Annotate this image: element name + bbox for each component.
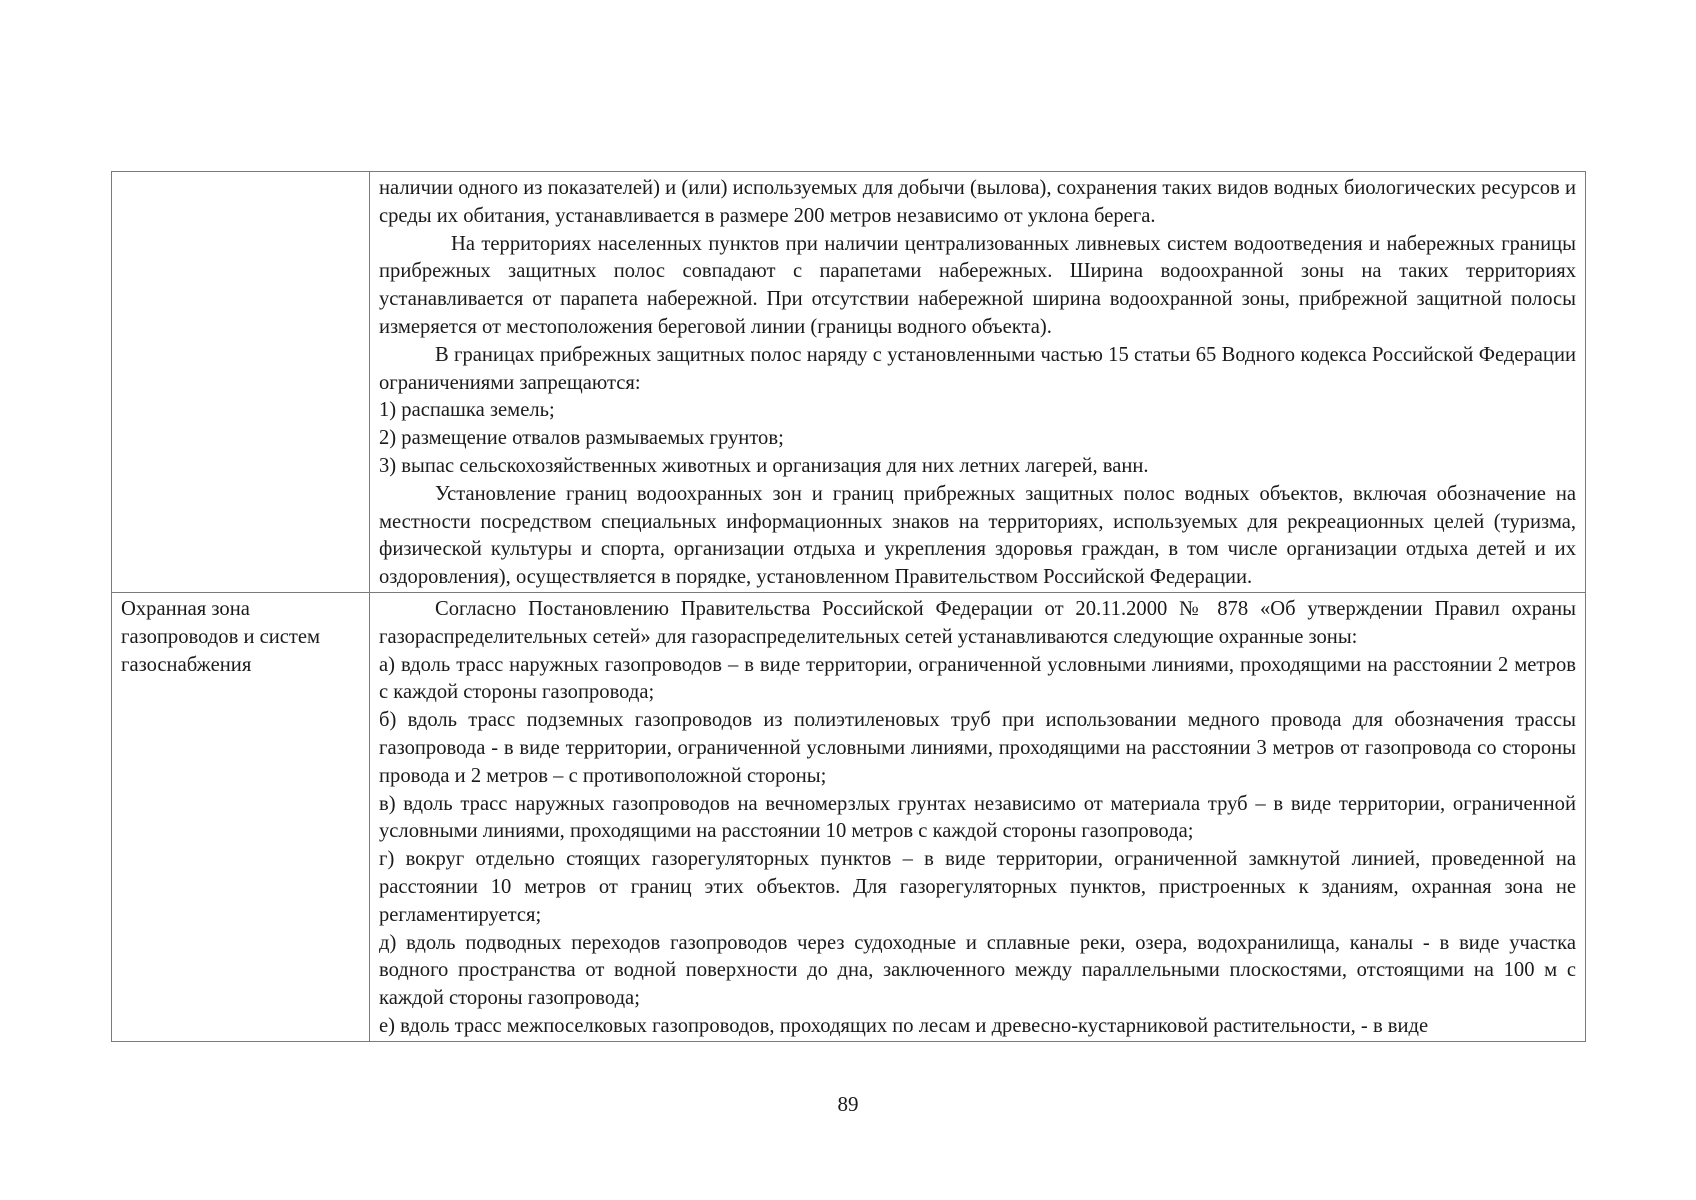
list-item: в) вдоль трасс наружных газопроводов на вечномерзлых грунтах независимо от материала труб – в виде территории, ограниченной условными линиями, проходящими на расстоянии 10 метров с каждой стороны газопровода; bbox=[379, 792, 1576, 843]
paragraph: Установление границ водоохранных зон и границ прибрежных защитных полос водных объектов, включая обозначение на местности посредством специальных информационных знаков на территориях, используемых для рекреационных целей (туризма, физической культуры и спорта, организации отдыха и укрепления здоровья граждан, в том числе организации отдыха детей и их оздоровления), осуществляется в порядке, установленном Правительством Российской Федерации. bbox=[379, 482, 1576, 589]
row-content-cell bbox=[370, 172, 1586, 593]
row-label-cell bbox=[112, 172, 370, 593]
list-item: б) вдоль трасс подземных газопроводов из полиэтиленовых труб при использовании медного провода для обозначения трассы газопровода - в виде территории, ограниченной условными линиями, проходящими на расстоянии 3 метров от газопровода со стороны провода и 2 метров – с противоположной стороны; bbox=[379, 709, 1576, 787]
paragraph: В границах прибрежных защитных полос наряду с установленными частью 15 статьи 65 Водного кодекса Российской Федерации ограничениями запрещаются: bbox=[379, 343, 1576, 394]
paragraph: наличии одного из показателей) и (или) используемых для добычи (вылова), сохранения таких видов водных биологических ресурсов и среды их обитания, устанавливается в размере 200 метров независимо от уклона берега. bbox=[379, 177, 1576, 227]
document-table bbox=[111, 171, 1586, 1042]
page-number: 89 bbox=[837, 1092, 859, 1116]
table-row bbox=[112, 592, 1586, 1041]
row-content-cell bbox=[370, 592, 1586, 1041]
row-label: Охранная зона газопроводов и систем газоснабжения bbox=[121, 597, 321, 676]
list-item: г) вокруг отдельно стоящих газорегуляторных пунктов – в виде территории, ограниченной замкнутой линией, проведенной на расстоянии 10 метров от границ этих объектов. Для газорегуляторных пунктов, пристроенных к зданиям, охранная зона не регламентируется; bbox=[379, 848, 1576, 926]
list-item: а) вдоль трасс наружных газопроводов – в виде территории, ограниченной условными линиями, проходящими на расстоянии 2 метров с каждой стороны газопровода; bbox=[379, 653, 1576, 704]
list-item: 1) распашка земель; bbox=[379, 399, 555, 422]
list-item: е) вдоль трасс межпоселковых газопроводов, проходящих по лесам и древесно-кустарниковой растительности, - в виде bbox=[379, 1014, 1429, 1037]
table-row bbox=[112, 172, 1586, 593]
list-item: 3) выпас сельскохозяйственных животных и организация для них летних лагерей, ванн. bbox=[379, 454, 1149, 477]
list-item: 2) размещение отвалов размываемых грунтов; bbox=[379, 427, 784, 450]
paragraph: Согласно Постановлению Правительства Российской Федерации от 20.11.2000 № 878 «Об утверждении Правил охраны газораспределительных сетей» для газораспределительных сетей устанавливаются следующие охранные зоны: bbox=[379, 597, 1576, 648]
paragraph: На территориях населенных пунктов при наличии централизованных ливневых систем водоотведения и набережных границы прибрежных защитных полос совпадают с парапетами набережных. Ширина водоохранной зоны на таких территориях устанавливается от парапета набережной. При отсутствии набережной ширина водоохранной зоны, прибрежной защитной полосы измеряется от местоположения береговой линии (границы водного объекта). bbox=[379, 232, 1576, 338]
row-label-cell bbox=[112, 592, 370, 1041]
list-item: д) вдоль подводных переходов газопроводов через судоходные и сплавные реки, озера, водохранилища, каналы - в виде участка водного пространства от водной поверхности до дна, заключенного между параллельными плоскостями, отстоящими на 100 м с каждой стороны газопровода; bbox=[379, 931, 1576, 1010]
